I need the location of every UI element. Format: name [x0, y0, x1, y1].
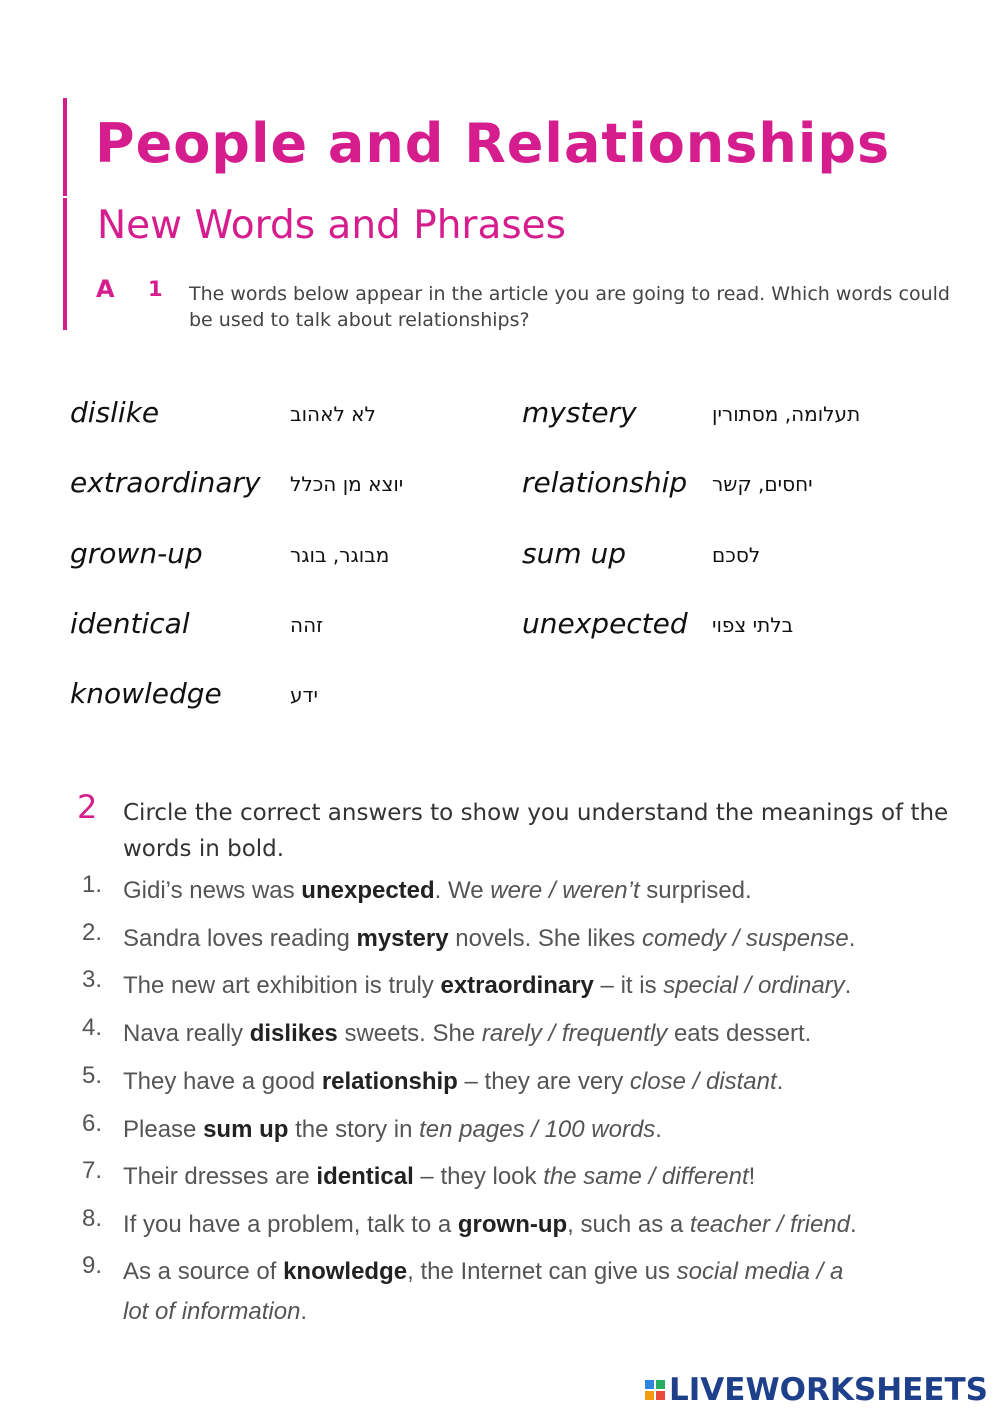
exercise-item: If you have a problem, talk to a grown-up, such as a teacher / friend. — [123, 1211, 857, 1238]
bold-word: sum up — [203, 1116, 289, 1143]
item-number: 7. — [82, 1157, 103, 1184]
vocab-word: relationship — [522, 466, 688, 499]
vocab-translation: לסכם — [712, 543, 761, 567]
exercise-1-instruction: The words below appear in the article you are going to read. Which words could be used to talk about relationships? — [189, 283, 950, 331]
bold-word: dislikes — [249, 1020, 338, 1047]
vocab-translation: בלתי צפוי — [712, 613, 794, 637]
vocab-word: sum up — [522, 537, 627, 570]
vocab-word: mystery — [522, 396, 637, 429]
answer-options[interactable]: were / weren’t — [490, 877, 640, 904]
bold-word: mystery — [356, 925, 449, 952]
item-number: 9. — [82, 1252, 103, 1279]
item-number: 3. — [82, 966, 103, 993]
exercise-item: Gidi’s news was unexpected. We were / weren’t surprised. — [123, 877, 752, 904]
bold-word: extraordinary — [440, 972, 594, 999]
bold-word: unexpected — [301, 877, 435, 904]
exercise-item: Please sum up the story in ten pages / 100 words. — [123, 1116, 662, 1143]
vocab-word: knowledge — [70, 677, 222, 710]
exercise-item: Their dresses are identical – they look the same / different! — [123, 1163, 756, 1190]
bold-word: knowledge — [283, 1258, 408, 1285]
section-accent-bar — [63, 198, 67, 330]
item-number: 5. — [82, 1062, 103, 1089]
answer-options[interactable]: rarely / frequently — [481, 1020, 668, 1047]
exercise-item: Nava really dislikes sweets. She rarely / frequently eats dessert. — [123, 1020, 812, 1047]
exercise-2-instruction: Circle the correct answers to show you understand the meanings of the words in bold. — [123, 800, 949, 862]
item-number: 4. — [82, 1014, 103, 1041]
bold-word: relationship — [321, 1068, 458, 1095]
item-number: 8. — [82, 1205, 103, 1232]
answer-options[interactable]: special / ordinary — [663, 972, 845, 999]
vocab-translation: זהה — [290, 613, 324, 637]
exercise-item: The new art exhibition is truly extraordinary – it is special / ordinary. — [123, 972, 852, 999]
page-subtitle: New Words and Phrases — [97, 203, 566, 248]
liveworksheets-logo-icon — [645, 1380, 665, 1400]
page-title: People and Relationships — [95, 112, 891, 175]
vocab-translation: ידע — [290, 683, 318, 707]
item-number: 2. — [82, 919, 103, 946]
vocab-word: grown-up — [70, 537, 203, 570]
answer-options[interactable]: teacher / friend — [689, 1211, 850, 1238]
answer-options[interactable]: comedy / suspense — [641, 925, 849, 952]
logo-text: LIVEWORKSHEETS — [669, 1372, 988, 1408]
exercise-item: They have a good relationship – they are very close / distant. — [123, 1068, 784, 1095]
exercise-item: Sandra loves reading mystery novels. She likes comedy / suspense. — [123, 925, 856, 952]
vocab-translation: תעלומה, מסתורין — [712, 402, 861, 426]
vocab-word: extraordinary — [70, 466, 261, 499]
vocab-word: identical — [70, 607, 190, 640]
section-letter: A — [96, 275, 115, 303]
bold-word: grown-up — [457, 1211, 568, 1238]
vocab-translation: מבוגר, בוגר — [290, 543, 390, 567]
vocab-word: dislike — [70, 396, 160, 429]
vocab-translation: יוצא מן הכלל — [290, 472, 404, 496]
exercise-item: As a source of knowledge, the Internet can give us social media / a lot of information. — [123, 1258, 844, 1325]
exercise-2-number: 2 — [77, 788, 98, 826]
vocab-translation: לא לאהוב — [290, 402, 376, 426]
bold-word: identical — [316, 1163, 414, 1190]
answer-options[interactable]: social media / a lot of information — [123, 1258, 844, 1325]
item-number: 1. — [82, 871, 103, 898]
vocab-translation: יחסים, קשר — [712, 472, 813, 496]
answer-options[interactable]: the same / different — [543, 1163, 749, 1190]
title-accent-bar — [63, 98, 67, 196]
answer-options[interactable]: close / distant — [629, 1068, 777, 1095]
item-number: 6. — [82, 1110, 103, 1137]
liveworksheets-logo[interactable] — [645, 1372, 988, 1408]
exercise-1-number: 1 — [148, 277, 163, 301]
answer-options[interactable]: ten pages / 100 words — [419, 1116, 656, 1143]
vocab-word: unexpected — [522, 607, 688, 640]
